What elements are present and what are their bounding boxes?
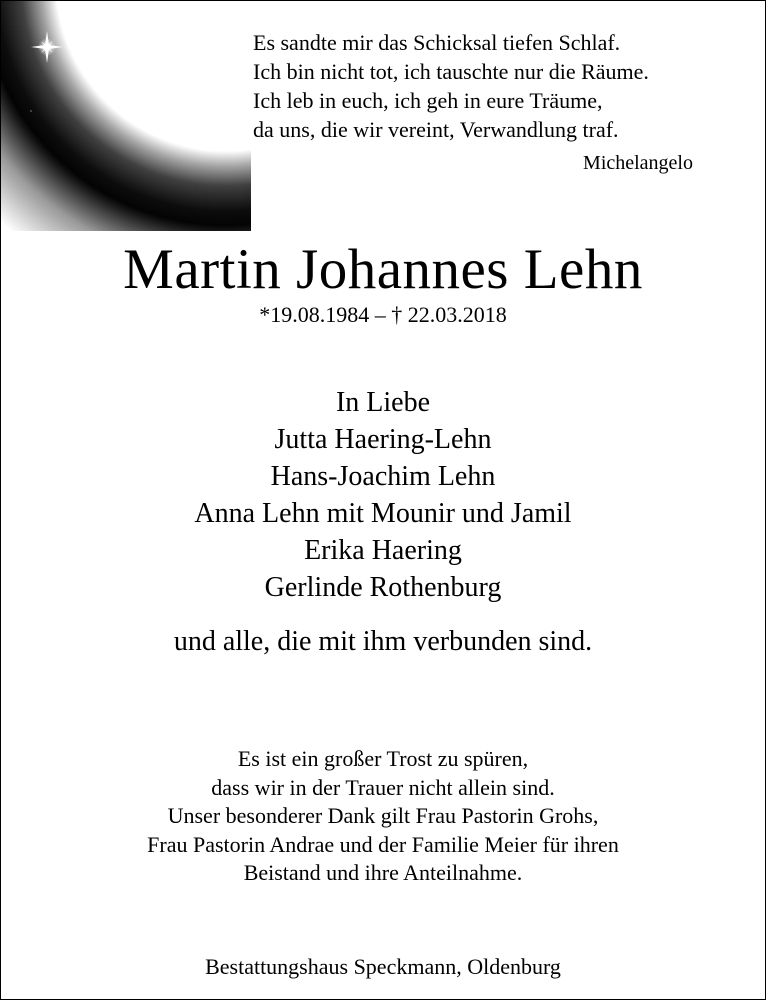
thanks-line: Frau Pastorin Andrae und der Familie Meier für ihren <box>147 831 619 857</box>
poem-author: Michelangelo <box>583 152 693 174</box>
mourner-name: Gerlinde Rothenburg <box>264 572 502 603</box>
life-dates: *19.08.1984 – † 22.03.2018 <box>259 302 507 327</box>
thanks-line: dass wir in der Trauer nicht allein sind. <box>211 774 555 800</box>
thanks-line: Unser besonderer Dank gilt Frau Pastorin Grohs, <box>167 803 599 828</box>
mourners-intro: In Liebe <box>335 387 431 418</box>
thanks-line: Beistand und ihre Anteilnahme. <box>243 860 523 885</box>
deceased-name: Martin Johannes Lehn <box>123 238 643 301</box>
mourner-name: Anna Lehn mit Mounir und Jamil <box>194 498 572 529</box>
poem-line: Es sandte mir das Schicksal tiefen Schlaf. <box>253 30 621 55</box>
thanks-line: Es ist ein großer Trost zu spüren, <box>237 746 529 771</box>
mourner-name: Jutta Haering-Lehn <box>274 424 492 455</box>
poem-line: Ich leb in euch, ich geh in eure Träume, <box>253 88 603 113</box>
night-sky-image <box>1 1 251 231</box>
mourner-name: Erika Haering <box>304 535 462 566</box>
poem <box>253 28 723 144</box>
poem-line: da uns, die wir vereint, Verwandlung traf. <box>253 117 619 142</box>
funeral-home: Bestattungshaus Speckmann, Oldenburg <box>205 954 561 979</box>
mourners-closing: und alle, die mit ihm verbunden sind. <box>173 626 593 657</box>
mourner-name: Hans-Joachim Lehn <box>270 461 496 492</box>
mourners-list <box>1 384 765 606</box>
thanks-message <box>1 745 765 888</box>
poem-line: Ich bin nicht tot, ich tauschte nur die Räume. <box>253 59 649 84</box>
